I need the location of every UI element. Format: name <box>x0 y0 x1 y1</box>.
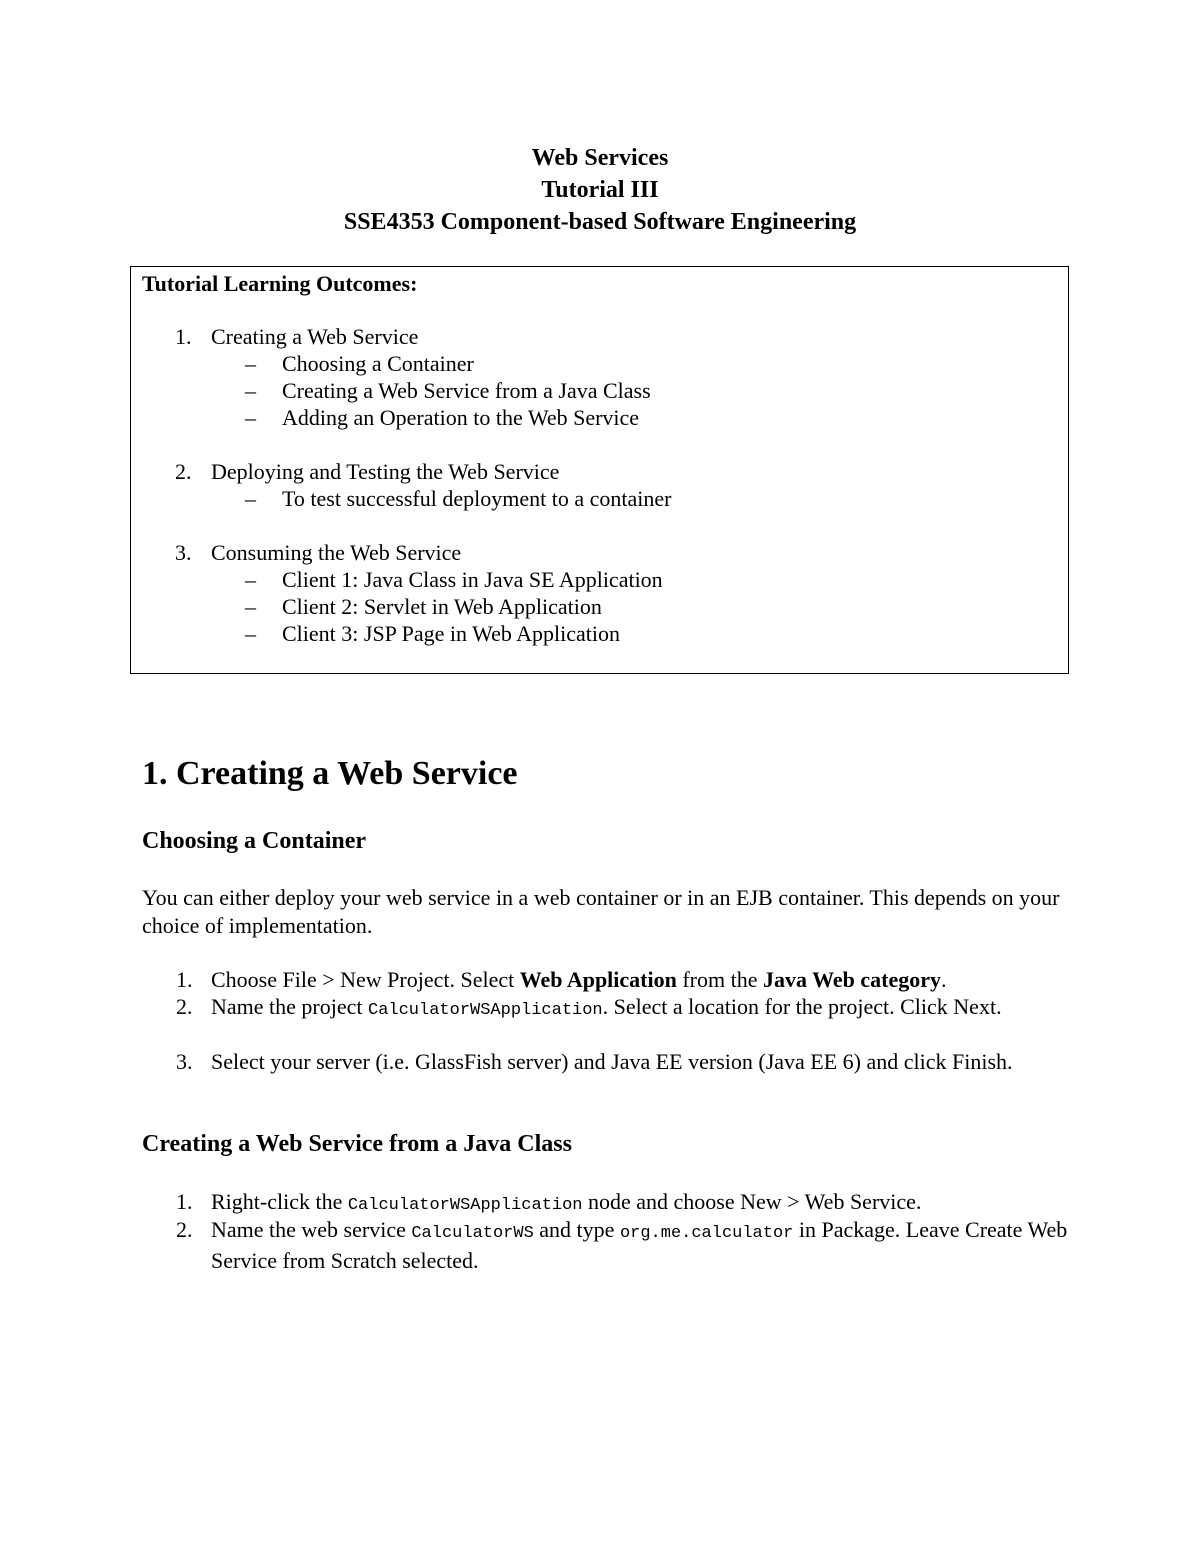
paragraph: You can either deploy your web service in a web container or in an EJB container. This depends on your choice of implementation. <box>142 885 1060 938</box>
code-text: org.me.calculator <box>619 1224 794 1243</box>
document-title-block <box>0 142 1200 238</box>
outcome-label: Creating a Web Service <box>211 324 419 349</box>
step-text: Choose File > New Project. Select Web Application from the Java Web category. <box>211 967 947 992</box>
outcome-number: 3. <box>175 540 192 565</box>
step-number: 1. <box>176 1189 193 1214</box>
subsection-heading: Creating a Web Service from a Java Class <box>142 1131 572 1157</box>
outcome-number: 1. <box>175 324 192 349</box>
title-line-1: Web Services <box>531 145 669 171</box>
code-text: CalculatorWS <box>411 1224 534 1243</box>
outcomes-title: Tutorial Learning Outcomes: <box>142 271 418 296</box>
step-number: 3. <box>176 1049 193 1074</box>
title-line-3: SSE4353 Component-based Software Engineering <box>343 209 857 235</box>
step-text: Name the web service CalculatorWS and type org.me.calculator in Package. Leave Create Web Service from Scratch selected. <box>211 1217 1068 1273</box>
step-text: Select your server (i.e. GlassFish server) and Java EE version (Java EE 6) and click Finish. <box>211 1049 1013 1074</box>
title-line-2: Tutorial III <box>541 177 659 203</box>
step-text: Name the project CalculatorWSApplication. Select a location for the project. Click Next. <box>211 994 1002 1020</box>
step-text: Right-click the CalculatorWSApplication node and choose New > Web Service. <box>211 1189 922 1215</box>
code-text: CalculatorWSApplication <box>368 1001 603 1020</box>
outcome-label: Consuming the Web Service <box>211 540 462 565</box>
step-number: 2. <box>176 994 193 1019</box>
outcome-number: 2. <box>175 459 192 484</box>
step-number: 2. <box>176 1217 193 1242</box>
learning-outcomes-box: Tutorial Learning Outcomes: 1. Creating a Web Service – Choosing a Container – Creating a Web Service from a Java Class – Adding an Operation to the Web Service 2. Deploying and Testing the Web Service – To test successful deployment to a container 3. Consuming the Web Service – Client 1: Java Class in Java SE Application – Client 2: Servlet in Web Application – Client 3: JSP Page in Web Application <box>130 266 1069 674</box>
subsection-heading: Choosing a Container <box>142 828 367 854</box>
step-number: 1. <box>176 967 193 992</box>
code-text: CalculatorWSApplication <box>347 1196 583 1215</box>
section-heading: 1. Creating a Web Service <box>142 755 518 792</box>
outcome-label: Deploying and Testing the Web Service <box>211 459 560 484</box>
